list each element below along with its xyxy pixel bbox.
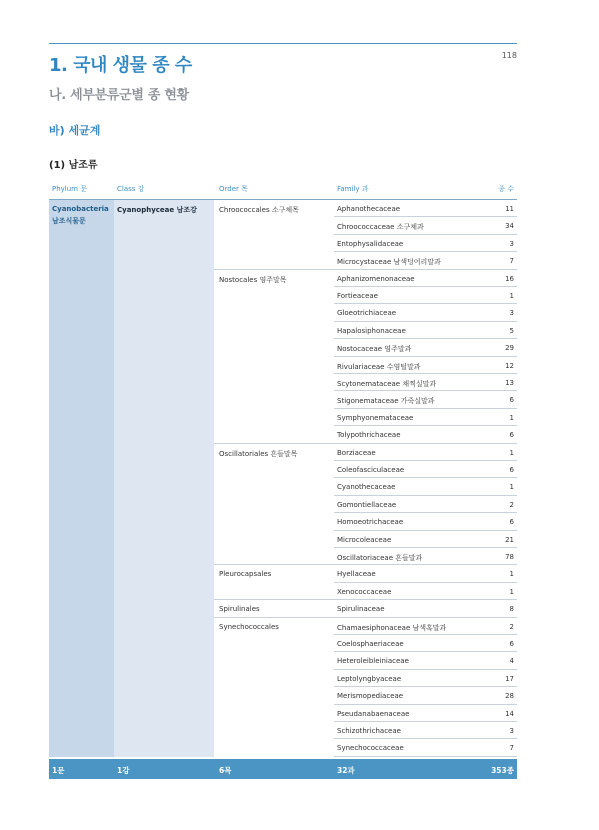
- family-name: Hyellaceae: [337, 570, 376, 579]
- species-count: 1: [509, 292, 514, 300]
- family-row: [334, 270, 517, 287]
- family-name: Microcoleaceae: [337, 535, 392, 544]
- family-row: [334, 461, 517, 478]
- family-row: [334, 635, 517, 652]
- species-count: 1: [509, 413, 514, 422]
- order-separator: [214, 269, 334, 270]
- family-row: [334, 670, 517, 687]
- species-count: 2: [509, 622, 514, 631]
- family-name: Cyanothecaceae: [337, 483, 396, 492]
- family-row: [334, 687, 517, 704]
- family-row: [334, 618, 517, 635]
- species-count: 3: [509, 239, 514, 248]
- family-name: Schizothrichaceae: [337, 727, 401, 735]
- family-name: Rivulariaceae 수염털말과: [337, 362, 421, 371]
- header-rule: [49, 43, 517, 44]
- page-subtitle: 나. 세부분류군별 종 현황: [49, 88, 189, 103]
- species-count: 5: [509, 326, 514, 335]
- total-count: 353종: [491, 766, 514, 775]
- species-count: 7: [509, 257, 514, 266]
- species-count: 6: [509, 431, 514, 440]
- species-count: 3: [509, 309, 514, 318]
- family-row: [334, 478, 517, 495]
- family-row: [334, 496, 517, 513]
- family-row: [334, 739, 517, 756]
- species-count: 4: [509, 657, 514, 666]
- family-row: [334, 444, 517, 461]
- family-row: [334, 374, 517, 391]
- species-count: 6: [509, 466, 514, 474]
- family-name: Heteroleibleiniaceae: [337, 657, 409, 666]
- family-row: [334, 287, 517, 304]
- species-count: 78: [505, 553, 514, 561]
- family-row: [334, 200, 517, 217]
- species-count: 17: [505, 674, 514, 683]
- order-separator: [214, 564, 334, 565]
- family-row: [334, 391, 517, 408]
- family-name: Stigonemataceae 가죽실말과: [337, 397, 435, 406]
- family-row: [334, 304, 517, 321]
- species-count: 1: [509, 587, 514, 596]
- column-header-family: Family 과: [337, 185, 369, 193]
- order-separator: [214, 599, 334, 600]
- family-name: Borziaceae: [337, 448, 376, 457]
- family-name: Aphanothecaceae: [337, 205, 401, 213]
- order-separator: [214, 443, 334, 444]
- totals-row: [49, 759, 517, 779]
- order-name: Oscillatoriales 흔들말목: [219, 449, 298, 458]
- column-header-count: 종 수: [498, 185, 514, 193]
- family-row: [334, 722, 517, 739]
- phylum-name-en: Cyanobacteria: [52, 205, 109, 213]
- total-order: 6목: [219, 766, 232, 775]
- family-name: Xenococcaceae: [337, 587, 392, 596]
- family-row: [334, 426, 517, 443]
- class-name: Cyanophyceae 남조강: [117, 206, 197, 214]
- family-name: Leptolyngbyaceae: [337, 674, 402, 683]
- species-count: 1: [509, 483, 514, 492]
- order-name: Synechococcales: [219, 622, 279, 631]
- species-count: 1: [509, 570, 514, 579]
- family-name: Chroococcaceae 소구체과: [337, 223, 424, 232]
- family-name: Nostocaceae 염주말과: [337, 345, 412, 354]
- family-name: Coleofasciculaceae: [337, 466, 405, 474]
- species-count: 7: [509, 744, 514, 753]
- family-row: [334, 409, 517, 426]
- column-header-order: Order 목: [219, 185, 248, 193]
- total-phylum: 1문: [52, 766, 65, 775]
- species-count: 34: [505, 222, 514, 231]
- species-count: 3: [509, 727, 514, 735]
- species-count: 29: [505, 344, 514, 353]
- class-column: [114, 200, 214, 757]
- family-row: [334, 565, 517, 582]
- family-name: Gomontiellaceae: [337, 500, 397, 509]
- family-name: Coelosphaeriaceae: [337, 640, 404, 648]
- column-header-class: Class 강: [117, 185, 145, 193]
- family-row: [334, 217, 517, 234]
- column-header-phylum: Phylum 문: [52, 185, 87, 193]
- family-name: Hapalosiphonaceae: [337, 326, 406, 335]
- order-name: Pleurocapsales: [219, 570, 272, 579]
- section-heading: 바) 세균계: [49, 124, 101, 137]
- family-name: Pseudanabaenaceae: [337, 709, 410, 718]
- family-row: [334, 322, 517, 339]
- family-name: Microcystaceae 남색덩어리말과: [337, 258, 441, 267]
- species-count: 28: [505, 692, 514, 701]
- species-count: 21: [505, 535, 514, 544]
- family-row: [334, 513, 517, 530]
- family-name: Aphanizomenonaceae: [337, 274, 415, 283]
- family-name: Symphyonemataceae: [337, 413, 414, 422]
- family-row: [334, 600, 517, 617]
- total-family: 32과: [337, 766, 355, 775]
- phylum-column: [49, 200, 114, 757]
- family-row: [334, 652, 517, 669]
- family-name: Spirulinaceae: [337, 605, 385, 614]
- family-name: Synechococcaceae: [337, 744, 404, 753]
- order-name: Spirulinales: [219, 605, 260, 614]
- family-row: [334, 339, 517, 356]
- family-row: [334, 531, 517, 548]
- species-count: 14: [505, 709, 514, 718]
- family-row: [334, 583, 517, 600]
- page-number: 118: [501, 51, 517, 60]
- subsection-heading: (1) 남조류: [49, 160, 98, 171]
- family-name: Fortieaceae: [337, 292, 378, 300]
- table-header: [49, 179, 517, 199]
- species-count: 11: [505, 205, 514, 213]
- species-count: 1: [509, 448, 514, 457]
- order-name: Nostocales 염주말목: [219, 275, 287, 284]
- page-title: 1. 국내 생물 종 수: [49, 55, 192, 76]
- family-name: Tolypothrichaceae: [337, 431, 401, 440]
- species-count: 6: [509, 518, 514, 527]
- family-name: Merismopediaceae: [337, 692, 404, 701]
- family-name: Entophysalidaceae: [337, 239, 404, 248]
- family-name: Chamaesiphonaceae 남색혹말과: [337, 623, 447, 632]
- species-count: 6: [509, 396, 514, 405]
- order-separator: [214, 617, 334, 618]
- family-name: Scytonemataceae 채찍실말과: [337, 380, 437, 388]
- family-row: [334, 705, 517, 722]
- total-class: 1강: [117, 766, 130, 775]
- species-count: 12: [505, 361, 514, 370]
- family-name: Oscillatoriaceae 흔들말과: [337, 554, 423, 562]
- species-count: 2: [509, 500, 514, 509]
- species-count: 8: [509, 605, 514, 614]
- family-row: [334, 357, 517, 374]
- family-row: [334, 235, 517, 252]
- species-count: 16: [505, 274, 514, 283]
- species-count: 6: [509, 640, 514, 648]
- family-name: Gloeotrichiaceae: [337, 309, 397, 318]
- family-row: [334, 252, 517, 269]
- order-name: Chroococcales 소구체목: [219, 206, 299, 214]
- phylum-name-ko: 남조식물문: [52, 217, 86, 225]
- species-count: 13: [505, 379, 514, 387]
- family-row: [334, 548, 517, 565]
- family-name: Homoeotrichaceae: [337, 518, 404, 527]
